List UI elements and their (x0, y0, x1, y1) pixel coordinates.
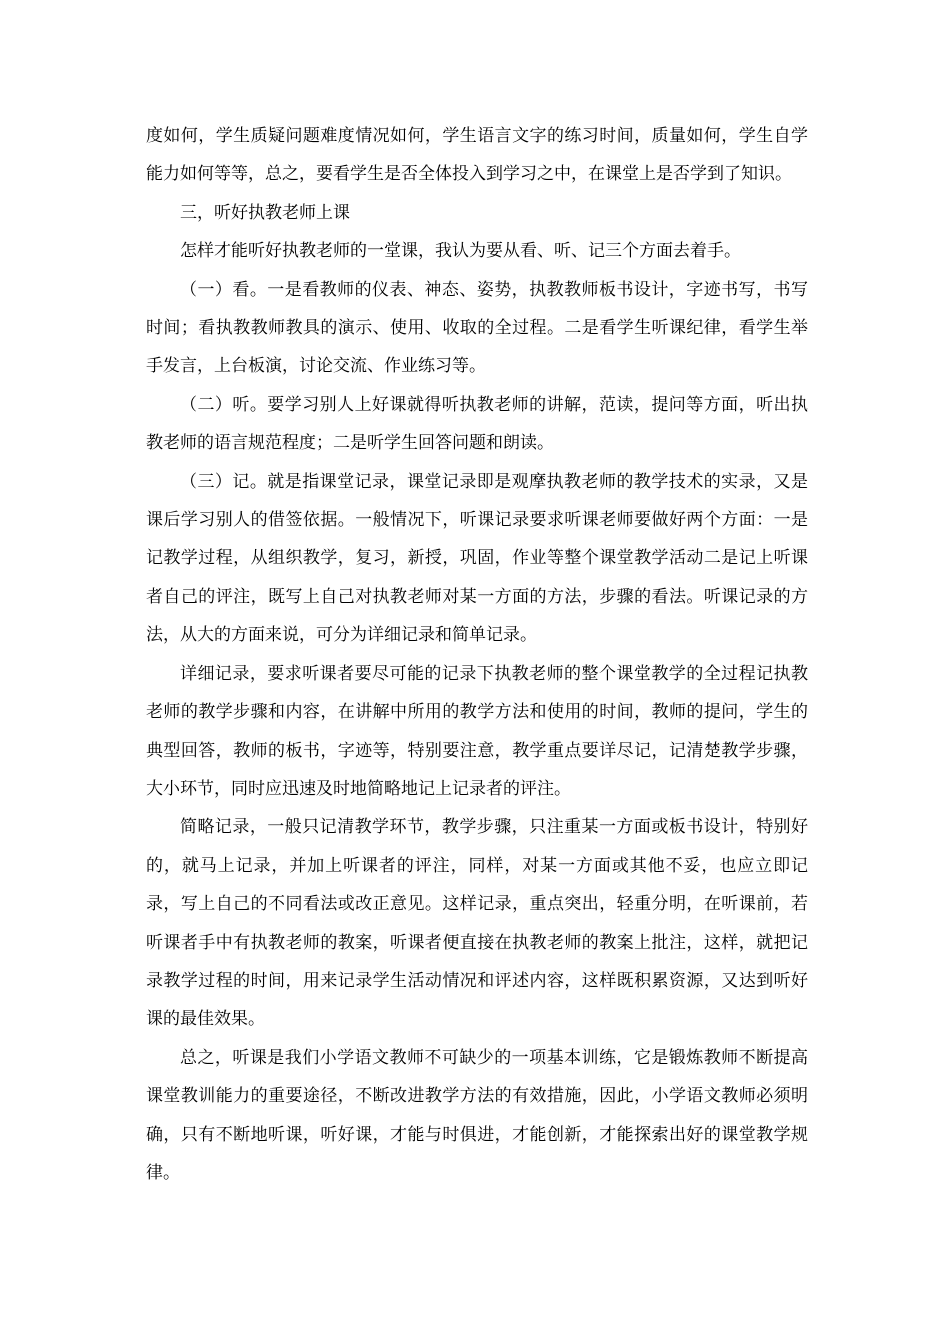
paragraph-listen: （二）听。要学习别人上好课就得听执教老师的讲解，范读，提问等方面，听出执教老师的语言规范程度；二是听学生回答问题和朗读。 (146, 394, 808, 454)
paragraph-conclusion: 总之，听课是我们小学语文教师不可缺少的一项基本训练，它是锻炼教师不断提高课堂教训能力的重要途径，不断改进教学方法的有效措施，因此，小学语文教师必须明确，只有不断地听课，听好课，才能与时俱进，才能创新，才能探索出好的课堂教学规律。 (146, 1047, 808, 1183)
paragraph-continuation: 度如何，学生质疑问题难度情况如何，学生语言文字的练习时间，质量如何，学生自学能力如何等等，总之，要看学生是否全体投入到学习之中，在课堂上是否学到了知识。 (146, 126, 808, 185)
paragraph-detailed-record: 详细记录，要求听课者要尽可能的记录下执教老师的整个课堂教学的全过程记执教老师的教学步骤和内容，在讲解中所用的教学方法和使用的时间，教师的提问，学生的典型回答，教师的板书，字迹等，特别要注意，教学重点要详尽记，记清楚教学步骤，大小环节，同时应迅速及时地简略地记上记录者的评注。 (146, 663, 808, 799)
paragraph-look: （一）看。一是看教师的仪表、神态、姿势，执教教师板书设计，字迹书写，书写时间；看执教教师教具的演示、使用、收取的全过程。二是看学生听课纪律，看学生举手发言，上台板演，讨论交流、作业练习等。 (146, 279, 808, 377)
paragraph-record: （三）记。就是指课堂记录，课堂记录即是观摩执教老师的教学技术的实录，又是课后学习别人的借签依据。一般情况下，听课记录要求听课老师要做好两个方面：一是记教学过程，从组织教学，复习，新授，巩固，作业等整个课堂教学活动二是记上听课者自己的评注，既写上自己对执教老师对某一方面的方法，步骤的看法。听课记录的方法，从大的方面来说，可分为详细记录和简单记录。 (146, 471, 808, 646)
paragraph-brief-record: 简略记录，一般只记清教学环节，教学步骤，只注重某一方面或板书设计，特别好的，就马上记录，并加上听课者的评注，同样，对某一方面或其他不妥，也应立即记录，写上自己的不同看法或改正意见。这样记录，重点突出，轻重分明，在听课前，若听课者手中有执教老师的教案，听课者便直接在执教老师的教案上批注，这样，就把记录教学过程的时间，用来记录学生活动情况和评述内容，这样既积累资源，又达到听好课的最佳效果。 (146, 817, 808, 1030)
document-page (146, 117, 808, 1192)
section-heading: 三，听好执教老师上课 (180, 202, 350, 223)
paragraph-intro: 怎样才能听好执教老师的一堂课，我认为要从看、听、记三个方面去着手。 (180, 241, 741, 262)
